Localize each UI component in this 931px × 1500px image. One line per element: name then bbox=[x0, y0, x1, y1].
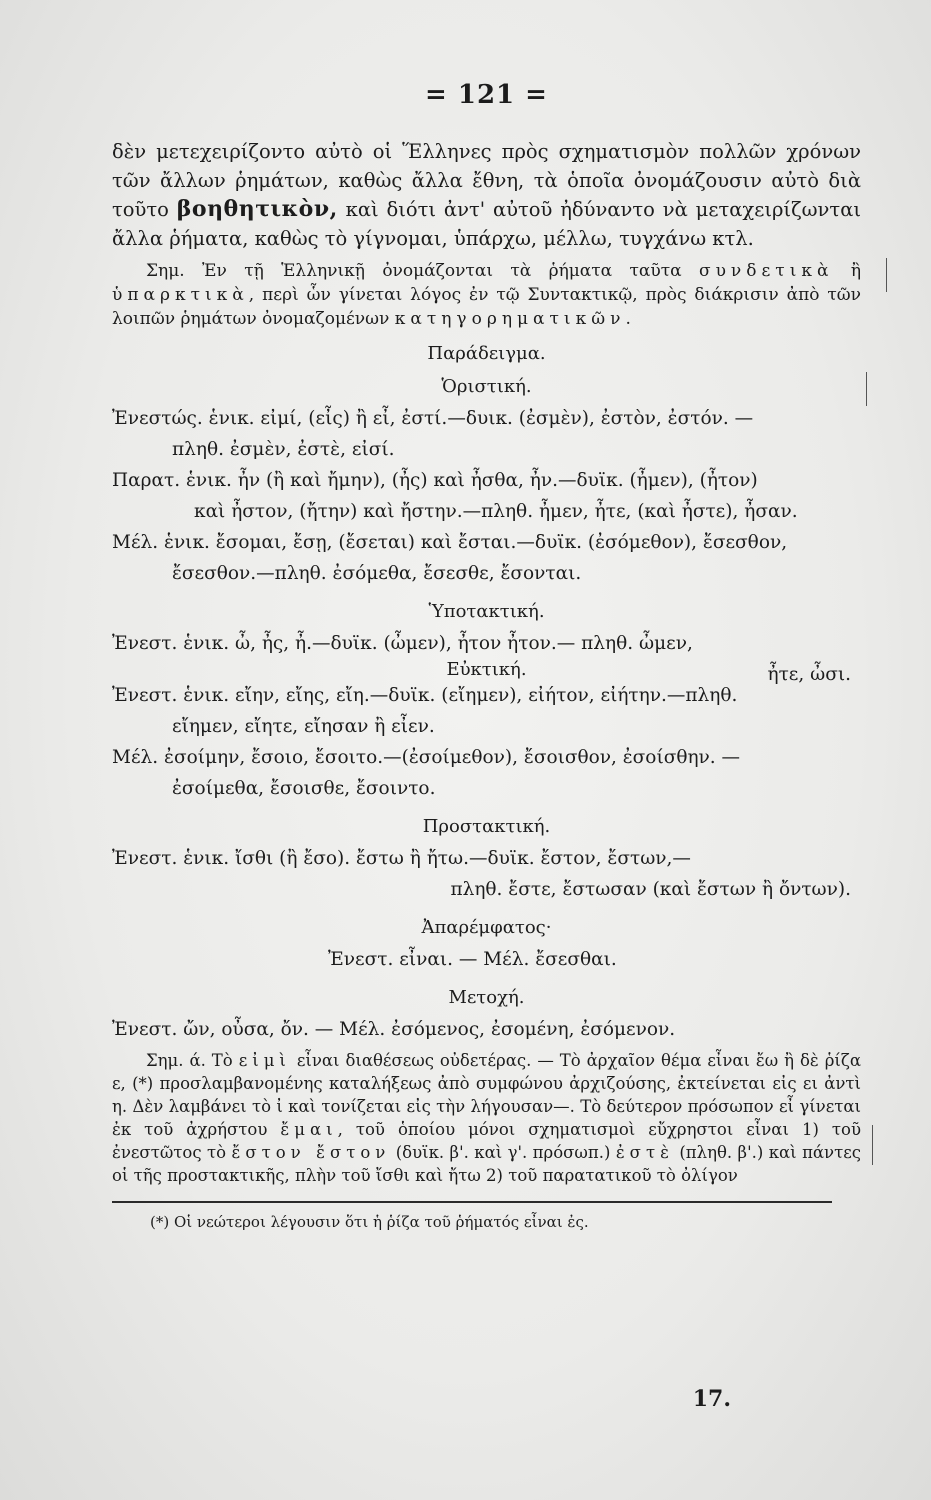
intro-bold-term: βοηθητικὸν, bbox=[176, 196, 338, 222]
indicative-line: Μέλ. ἑνικ. ἔσομαι, ἔσῃ, (ἔσεται) καὶ ἔσται.—δυϊκ. (ἐσόμεθον), ἔσεσθον, bbox=[112, 532, 788, 553]
intro-text-1: δὲν μετεχειρίζοντο αὐτὸ οἱ Ἕλληνες πρὸς σχηματισμὸν πολλῶν χρόνων τῶν ἄλλων ῥημάτων, καθὼς ἄλλα ἔθνη, τὰ ὁποῖα ὀνομάζουσιν αὐτὸ διὰ τοῦτο bbox=[112, 140, 861, 221]
indicative-line: Ἐνεστώς. ἑνικ. εἰμί, (εἶς) ἢ εἶ, ἐστί.—δυικ. (ἐσμὲν), ἐστὸν, ἐστόν. — bbox=[112, 408, 754, 429]
page-number: = 121 = bbox=[425, 80, 548, 110]
subjunctive-line: ἦτε, ὦσι. bbox=[767, 664, 851, 685]
note1-text-1: Σημ. Ἐν τῇ Ἑλληνικῇ ὀνομάζονται τὰ ῥήματα ταῦτα bbox=[146, 261, 699, 281]
signature-mark: 17. bbox=[692, 1386, 731, 1412]
optative-line: ἐσοίμεθα, ἔσοισθε, ἔσοιντο. bbox=[172, 778, 436, 799]
intro-paragraph bbox=[112, 138, 861, 253]
optative-line: Μέλ. ἐσοίμην, ἔσοιο, ἔσοιτο.—(ἐσοίμεθον), ἔσοισθον, ἐσοίσθην. — bbox=[112, 747, 741, 768]
note2-text-4: (δυϊκ. β'. καὶ γ'. πρόσωπ.) bbox=[390, 1143, 616, 1162]
note2-spaced-4: ἐστὲ bbox=[615, 1143, 674, 1162]
indicative-line: καὶ ἦστον, (ἤτην) καὶ ἤστην.—πληθ. ἦμεν, ἦτε, (καὶ ἦστε), ἦσαν. bbox=[194, 501, 798, 522]
note2-spaced-1: εἰμὶ bbox=[238, 1051, 291, 1070]
footnote: (*) Οἱ νεώτεροι λέγουσιν ὅτι ἡ ῥίζα τοῦ ῥήματός εἶναι ἐς. bbox=[150, 1213, 589, 1231]
imperative-line: Ἐνεστ. ἑνικ. ἴσθι (ἢ ἔσο). ἔστω ἢ ἤτω.—δυϊκ. ἔστον, ἔστων,— bbox=[112, 848, 691, 869]
indicative-line: πληθ. ἐσμὲν, ἐστὲ, εἰσί. bbox=[172, 439, 395, 460]
note1-spaced-2: ὑπαρκτικὰ bbox=[112, 285, 249, 305]
example-heading: Παράδειγμα. bbox=[427, 343, 546, 364]
note1-spaced-1: συνδετικὰ bbox=[698, 261, 834, 281]
pencil-mark bbox=[886, 258, 887, 292]
note1-spaced-3: κατηγορηματικῶν bbox=[394, 309, 626, 329]
subjunctive-heading: Ὑποτακτική. bbox=[428, 601, 545, 622]
note2-spaced-2: ἔμαι bbox=[280, 1120, 338, 1139]
note2-text-1: Σημ. ά. Τὸ bbox=[146, 1051, 239, 1070]
note2-text-2: εἶναι διαθέσεως οὐδετέρας. — Τὸ ἀρχαῖον θέμα εἶναι ἔω ἢ δὲ ῥίζα ε, (*) προσλαμβανομένης καταλήξεως ἀπὸ συμφώνου ἀρχιζούσης, ἐκτείνεται εἰς ει ἀντὶ η. Δὲν λαμβάνει τὸ ἰ καὶ τονίζεται εἰς τὴν λήγουσαν—. Τὸ δεύτερον πρόσωπον εἶ γίνεται ἐκ τοῦ ἀχρήστου bbox=[112, 1051, 861, 1139]
note1-text-3: , περὶ ὧν γίνεται λόγος ἐν τῷ Συντακτικῷ, πρὸς διάκρισιν ἀπὸ τῶν λοιπῶν ῥημάτων ὀνομαζομένων bbox=[112, 285, 861, 329]
infinitive-heading: Ἀπαρέμφατος· bbox=[421, 917, 552, 938]
subjunctive-line: Ἐνεστ. ἑνικ. ὦ, ἦς, ἦ.—δυϊκ. (ὦμεν), ἦτον ἦτον.— πληθ. ὦμεν, bbox=[112, 633, 693, 654]
note2-text-5: (πληθ. β'.) καὶ πάντες οἱ τῆς προστακτικῆς, πλὴν τοῦ ἴσθι καὶ ἤτω 2) τοῦ παρατατικοῦ τὸ ὀλίγον bbox=[112, 1143, 861, 1185]
optative-line: Ἐνεστ. ἑνικ. εἴην, εἴης, εἴη.—δυϊκ. (εἴημεν), εἰήτον, εἰήτην.—πληθ. bbox=[112, 685, 738, 706]
optative-line: εἴημεν, εἴητε, εἴησαν ἢ εἶεν. bbox=[172, 716, 435, 737]
note1-text-2: ἢ bbox=[833, 261, 862, 281]
optative-heading: Εὐκτική. bbox=[446, 659, 527, 680]
indicative-heading: Ὁριστική. bbox=[441, 376, 532, 397]
imperative-heading: Προστακτική. bbox=[422, 816, 551, 837]
participle-line: Ἐνεστ. ὤν, οὖσα, ὄν. — Μέλ. ἐσόμενος, ἐσομένη, ἐσόμενον. bbox=[112, 1019, 676, 1040]
note1-text-4: . bbox=[625, 309, 631, 329]
note2-text-3: , τοῦ ὁποίου μόνοι σχηματισμοὶ εὔχρηστοι εἶναι 1) τοῦ ἐνεστῶτος τὸ bbox=[112, 1120, 861, 1162]
imperative-line: πληθ. ἔστε, ἔστωσαν (καὶ ἔστων ἢ ὄντων). bbox=[450, 879, 851, 900]
indicative-line: Παρατ. ἑνικ. ἦν (ἢ καὶ ἤμην), (ἦς) καὶ ἦσθα, ἦν.—δυϊκ. (ἦμεν), (ἦτον) bbox=[112, 470, 758, 491]
participle-heading: Μετοχή. bbox=[448, 987, 525, 1008]
note-1 bbox=[112, 259, 861, 331]
intro-text-2: καὶ διότι ἀντ' αὐτοῦ ἠδύναντο νὰ μεταχειρίζωνται ἄλλα ῥήματα, καθὼς τὸ γίγνομαι, ὑπάρχω, μέλλω, τυγχάνω κτλ. bbox=[112, 198, 862, 250]
pencil-mark bbox=[866, 372, 867, 406]
footnote-rule bbox=[112, 1201, 832, 1203]
optative-heading-row bbox=[112, 659, 861, 685]
pencil-mark bbox=[872, 1125, 873, 1165]
infinitive-line: Ἐνεστ. εἶναι. — Μέλ. ἔσεσθαι. bbox=[328, 949, 617, 970]
note-2 bbox=[112, 1049, 861, 1187]
note2-spaced-3: ἔστον ἔστον bbox=[231, 1143, 391, 1162]
indicative-line: ἔσεσθον.—πληθ. ἐσόμεθα, ἔσεσθε, ἔσονται. bbox=[172, 563, 582, 584]
